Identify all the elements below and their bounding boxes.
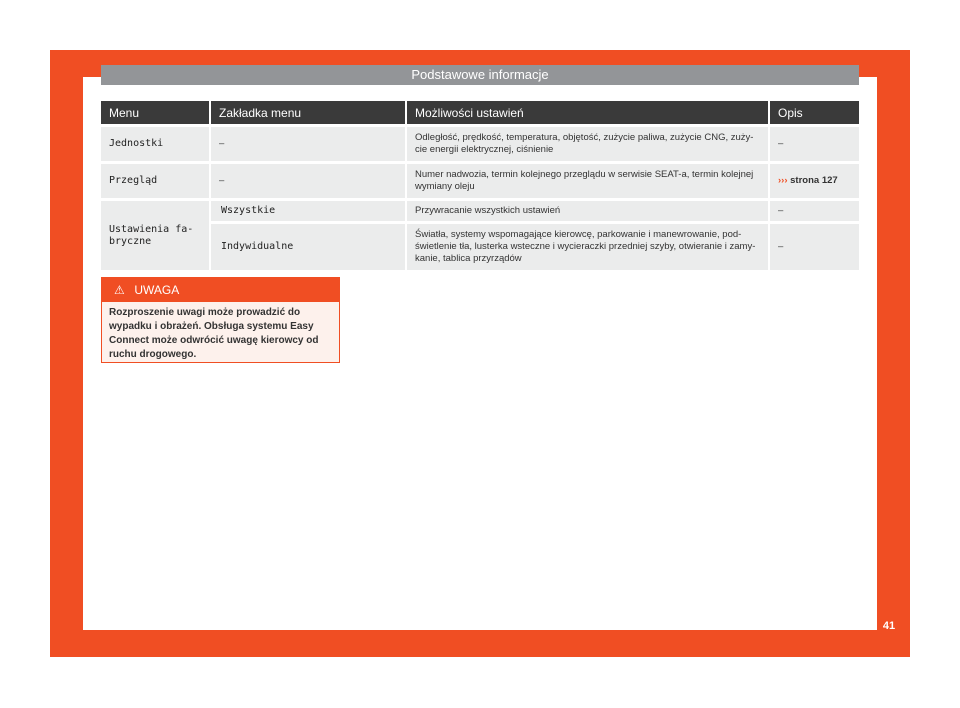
cell-tab: Indywidualne [211, 224, 407, 270]
header-description: Opis [770, 101, 859, 124]
page-number: 41 [882, 620, 896, 632]
reference-arrows: ››› [778, 175, 788, 186]
warning-triangle-icon: ⚠ [114, 283, 125, 297]
cell-menu: Przegląd [101, 164, 211, 198]
cell-options: Numer nadwozia, termin kolejnego przeglądu w serwisie SEAT-a, termin kolejnej wymiany oleju [407, 164, 770, 198]
section-title: Podstawowe informacje [101, 65, 859, 85]
header-menu: Menu [101, 101, 211, 124]
cell-menu: Ustawienia fa-bryczne [101, 201, 211, 270]
cell-options: Przywracanie wszystkich ustawień [407, 201, 770, 221]
cell-description: – [770, 201, 859, 221]
table-row [101, 127, 859, 161]
header-options: Możliwości ustawień [407, 101, 770, 124]
cell-description: – [770, 127, 859, 161]
cell-options: Światła, systemy wspomagające kierowcę, parkowanie i manewrowanie, pod-świetlenie tła, lusterka wsteczne i wycieraczki przedniej szyby, otwieranie i zamy-kanie, tablica przyrządów [407, 224, 770, 270]
cell-description: – [770, 224, 859, 270]
warning-header [102, 278, 339, 302]
settings-table [101, 98, 859, 273]
table-row [101, 201, 859, 221]
warning-title: UWAGA [134, 283, 180, 297]
cell-tab: – [211, 127, 407, 161]
table-row [101, 164, 859, 198]
warning-box [101, 277, 340, 363]
cell-tab: Wszystkie [211, 201, 407, 221]
table-header-row [101, 101, 859, 124]
header-tab: Zakładka menu [211, 101, 407, 124]
cell-menu: Jednostki [101, 127, 211, 161]
cell-options: Odległość, prędkość, temperatura, objętość, zużycie paliwa, zużycie CNG, zuży-cie energii elektrycznej, ciśnienie [407, 127, 770, 161]
table-row [101, 224, 859, 270]
cell-tab: – [211, 164, 407, 198]
warning-text: Rozproszenie uwagi może prowadzić do wypadku i obrażeń. Obsługa systemu Easy Connect może odwrócić uwagę kierowcy od ruchu drogowego. [109, 307, 319, 360]
cell-description [770, 164, 859, 198]
page-reference-link[interactable]: strona 127 [790, 175, 838, 186]
